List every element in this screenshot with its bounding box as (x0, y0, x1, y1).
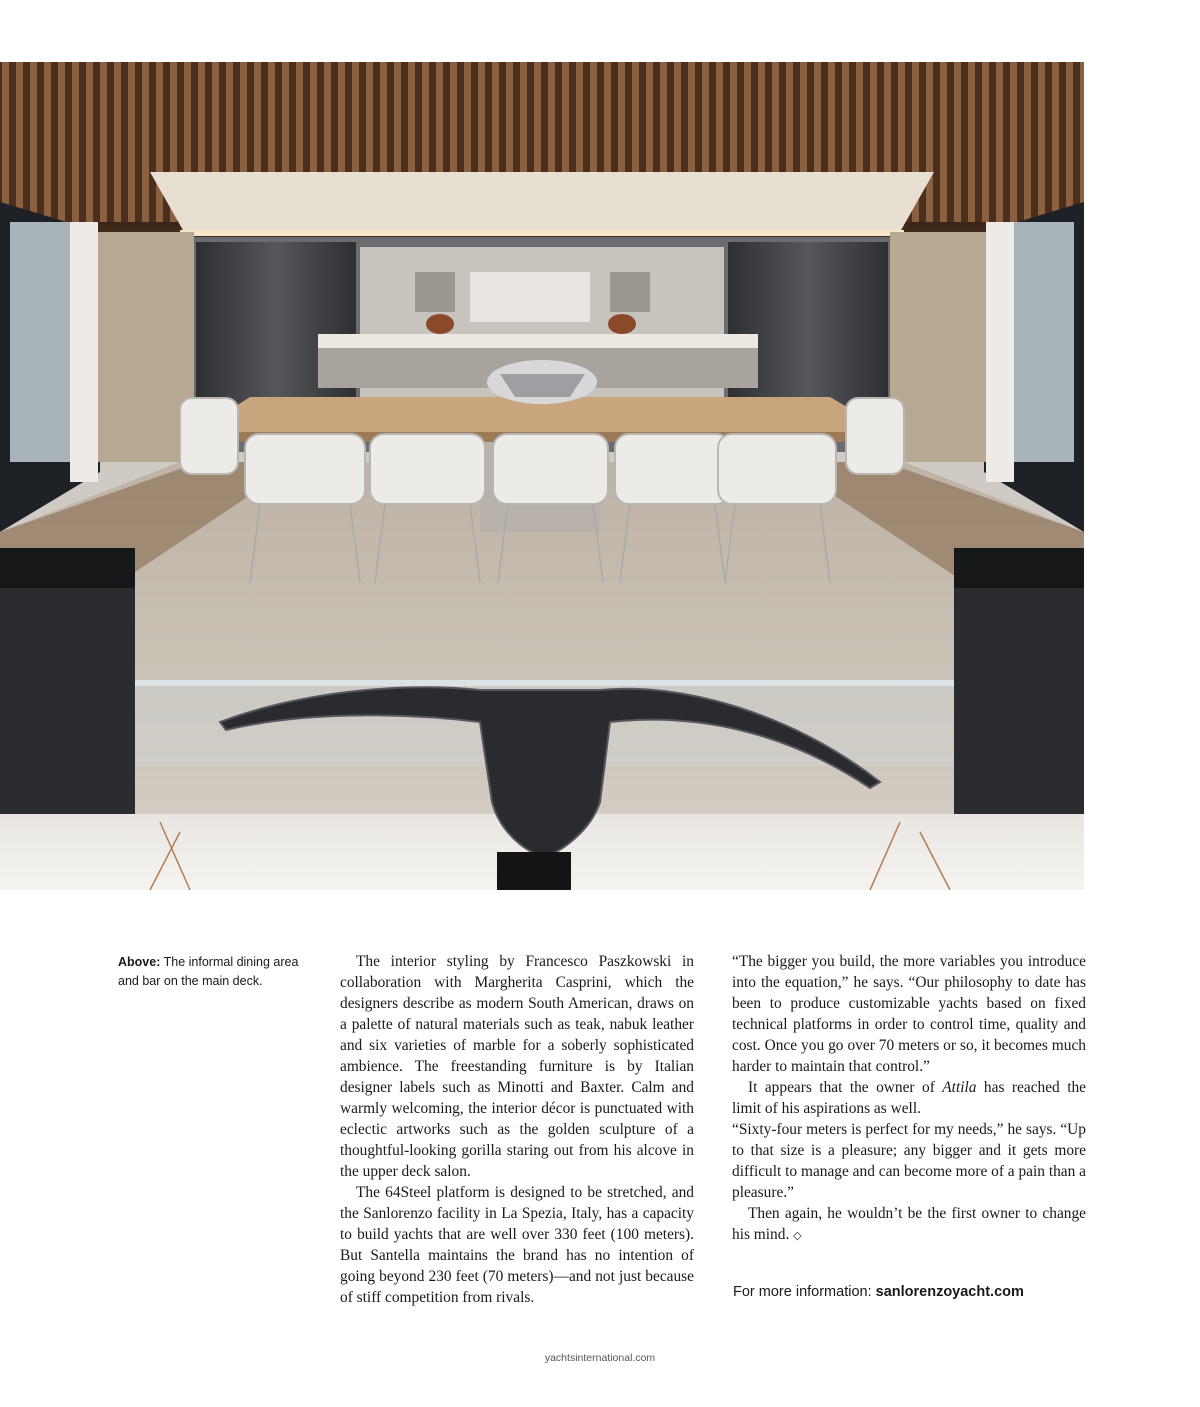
page-footer: yachtsinternational.com (544, 1352, 656, 1364)
paragraph: The 64Steel platform is designed to be stretched, and the Sanlorenzo facility in La Spezia, Italy, has a capacity to build yachts that are well over 330 feet (100 meters). But Santella maintains the brand has no intention of going beyond 230 feet (70 meters)—and not just because of stiff competition from rivals. (340, 1184, 694, 1306)
article-column-2 (732, 951, 1086, 1247)
yacht-dining-interior-photo (0, 62, 1084, 890)
more-info-label: For more information: (733, 1284, 876, 1300)
paragraph (732, 1077, 1086, 1119)
caption-text: The informal dining area and bar on the main deck. (118, 955, 299, 988)
yacht-name: Attila (942, 1079, 977, 1096)
paragraph (732, 1203, 1086, 1247)
paragraph: “The bigger you build, the more variables you introduce into the equation,” he says. “Our philosophy to date has been to produce customizable yachts based on fixed technical platforms in order to control time, quality and cost. Once you go over 70 meters or so, it becomes much harder to maintain that control.” (732, 953, 1086, 1075)
text-run: It appears that the owner of (748, 1079, 943, 1096)
text-run: has reached the limit of his aspirations as well. (732, 1079, 1086, 1117)
more-info (733, 1284, 1024, 1300)
end-mark-icon: ◇ (793, 1230, 802, 1242)
article-column-1 (340, 951, 694, 1308)
interior-photo (0, 62, 1084, 890)
text-run: Then again, he wouldn’t be the first owner to change his mind. (732, 1205, 1086, 1243)
caption-lead: Above: (118, 955, 161, 969)
photo-caption (118, 953, 308, 991)
paragraph: The interior styling by Francesco Paszkowski in collaboration with Margherita Casprini, which the designers describe as modern South American, draws on a palette of natural materials such as teak, nabuk leather and six varieties of marble for a soberly sophisticated ambience. The freestanding furniture is by Italian designer labels such as Minotti and Baxter. Calm and warmly welcoming, the interior décor is punctuated with eclectic artworks such as the golden sculpture of a thoughtful-looking gorilla staring out from his alcove in the upper deck salon. (340, 953, 694, 1180)
more-info-link[interactable]: sanlorenzoyacht.com (875, 1284, 1024, 1300)
paragraph: “Sixty-four meters is perfect for my needs,” he says. “Up to that size is a pleasure; any bigger and it gets more difficult to manage and can become more of a pain than a pleasure.” (732, 1121, 1086, 1201)
